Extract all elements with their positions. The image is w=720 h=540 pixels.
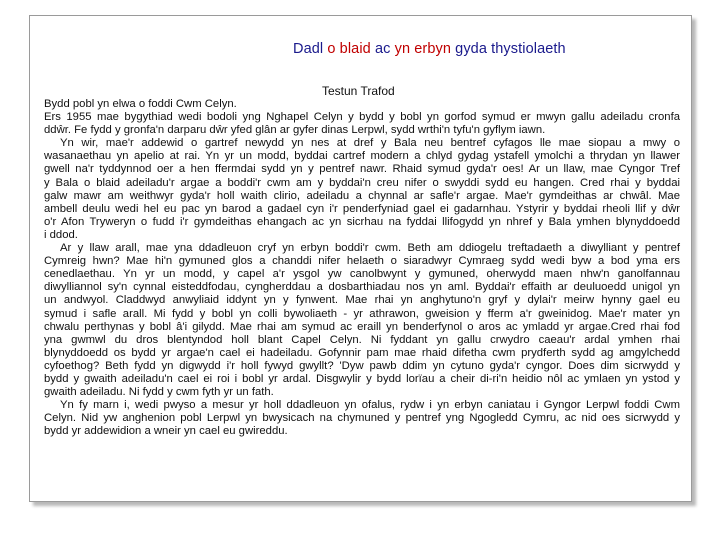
text-line: chwalu perthynas y bobl â'i gilydd. Mae rhai am symud ac eraill yn benderfynol o aros ac ymladd yr argae.Cred rhai fod [44,320,680,333]
text-line: Celyn. Nid yw anghenion pobl Lerpwl yn bwysicach na chymuned y pentref yng Ngogledd Cymru, ac nid oes sicrwydd y [44,412,680,425]
text-line: bydd yr addewidion a wneir yn cael eu gwireddu. [44,425,288,438]
text-line: Ers 1955 mae bygythiad wedi bodoli yng Nghapel Celyn y bydd y bobl yn gorfod symud er mwyn gallu adeiladu cronfa [44,111,680,124]
title-word-gyda-thystiolaeth: gyda thystiolaeth [455,41,566,57]
text-line: ddŵr. Fe fydd y gronfa'n darparu dŵr yfed glân ar gyfer dinas Lerpwl, sydd wrthi'n tyfu'n gyflym iawn. [44,124,546,137]
text-line: un andwyol. Claddwyd anwyliaid iddynt yn y fynwent. Mae rhai yn anghytuno'n gryf y dylai'r meirw hynny gael eu [44,294,680,307]
text-line: diwylliannol sy'n cynnal eisteddfodau, cyngherddau a dosbarthiadau nos yn aml. Byddai'r effaith ar deuluoedd unigol yn [44,281,680,294]
title-word-yn-erbyn: yn erbyn [394,41,452,57]
text-line: cyfoethog? Beth fydd yn digwydd i'r holl fywyd gwyllt? 'Dyw pawb ddim yn cytuno gyda'r cyngor. Does dim sicrwydd y [44,359,680,372]
text-line: Yn fy marn i, wedi pwyso a mesur yr holl ddadleuon yn ofalus, rydw i yn erbyn caniatau i Gyngor Lerpwl foddi Cwm [60,399,680,412]
text-line: bydd y gwaith adeiladu'n cael ei roi i bobl yr ardal. Disgwylir y bydd lorïau a cheir di-ri'n heidio nôl ac ymlaen yn ystod y [44,372,680,385]
text-line: gwaith adeiladu. Ni fydd y cwm fyth yr un fath. [44,386,274,399]
text-line: symud i safle arall. Mi fydd y bobl yn colli bywoliaeth - yr athrawon, gweision y fferm a'r gweinidog. Mae'r mater yn [44,307,680,320]
text-line: blynyddoedd os bydd yr argae'n cael ei hadeiladu. Gofynnir pam mae rhaid difetha cwm prydferth sydd ag amgylchedd [44,346,680,359]
text-line: i ddod. [44,228,78,241]
text-line: yna gwmwl du dros blentyndod holl blant Capel Celyn. Ni fyddant yn gallu crwydro caeau'r ardal ymhen rhai [44,333,680,346]
text-line: Ar y llaw arall, mae yna ddadleuon cryf yn erbyn boddi'r cwm. Beth am ddiogelu treftadaeth a diwylliant y pentref [60,242,680,255]
subtitle: Testun Trafod [322,84,395,98]
text-line: Bydd pobl yn elwa o foddi Cwm Celyn. [44,98,237,110]
page-title [293,41,566,57]
text-line: Cymreig hwn? Mae hi'n gymuned glos a chanddi nifer helaeth o siaradwyr Cymraeg sydd wedi byw a bod yma ers [44,255,680,268]
body-text [44,98,680,438]
text-line: Yn wir, mae'r addewid o gartref newydd yn nes at dref y Bala neu bentref cyfagos lle mae siopau a mwy o [60,137,680,150]
title-word-dadl: Dadl [293,41,324,57]
title-word-ac: ac [374,41,391,57]
text-line: o'r Afon Tryweryn o fudd i'r gymdeithas ehangach ac yn sicrhau na fyddai llifogydd yn nhref y Bala ymhen blynyddoedd [44,215,680,228]
text-line: gwell na'r tyddynnod oer a hen ffermdai sydd yn y pentref nawr. Rhaid symud gyda'r oes! Ar un llaw, mae Cyngor Tref [44,163,680,176]
text-line: cenedlaethau. Yn yr un modd, y capel a'r ysgol yw canolbwynt y gymuned, oherwydd maen nhw'n ganolfannau [44,268,680,281]
text-line: galw mawr am weithwyr gyda'r holl waith clirio, adeiladu a chynnal ar safle'r argae. Mae'r gymdeithas ar chwâl. Mae [44,189,680,202]
title-word-o-blaid: o blaid [327,41,371,57]
text-line: y Bala o blaid adeiladu'r argae a boddi'r cwm am y byddai'n creu nifer o swyddi sydd eu hangen. Cred rhai y byddai [44,176,680,189]
text-line: ambell deulu wedi hel eu pac yn barod a gadael cyn i'r penderfyniad gael ei gadarnhau. Ystyrir y byddai rheoli llif y dŵr [44,202,680,215]
text-line: wasanaethau yn apelio at rai. Yn yr un modd, byddai cartref modern a chlyd gydag ystafell ymolchi a thrydan yn llawer [44,150,680,163]
